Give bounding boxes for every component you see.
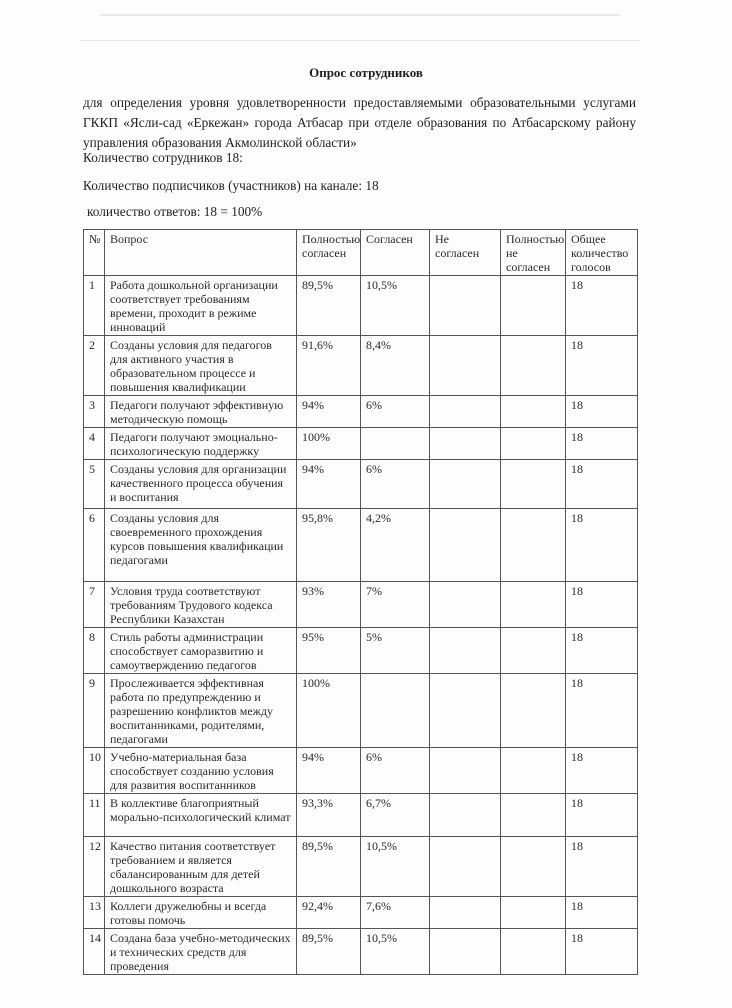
cell-total-votes: 18: [566, 460, 638, 509]
cell-total-votes: 18: [566, 582, 638, 628]
cell-fully-agree: 95,8%: [297, 509, 361, 582]
cell-question: Созданы условия для организации качественного процесса обучения и воспитания: [105, 460, 297, 509]
cell-fully-agree: 91,6%: [297, 336, 361, 396]
subscribers-count: Количество подписчиков (участников) на канале: 18: [83, 178, 379, 193]
cell-agree: 5%: [361, 628, 430, 674]
cell-disagree: [430, 794, 501, 837]
cell-fully-disagree: [501, 460, 566, 509]
table-row: [84, 582, 638, 628]
cell-fully-agree: 93,3%: [297, 794, 361, 837]
cell-question: Педагоги получают эффективную методическую помощь: [105, 396, 297, 428]
cell-agree: 8,4%: [361, 336, 430, 396]
cell-disagree: [430, 460, 501, 509]
cell-fully-disagree: [501, 582, 566, 628]
col-header-agree: Согласен: [361, 230, 430, 276]
cell-question: Созданы условия для педагогов для активного участия в образовательном процессе и повышения квалификации: [105, 336, 297, 396]
cell-disagree: [430, 428, 501, 460]
bleed-through-line: [100, 14, 620, 16]
cell-question: В коллективе благоприятный морально-психологический климат: [105, 794, 297, 837]
cell-fully-disagree: [501, 396, 566, 428]
cell-disagree: [430, 396, 501, 428]
survey-table: [83, 229, 638, 975]
cell-question: Стиль работы администрации способствует саморазвитию и самоутверждению педагогов: [105, 628, 297, 674]
cell-question: Условия труда соответствуют требованиям Трудового кодекса Республики Казахстан: [105, 582, 297, 628]
table-row: [84, 460, 638, 509]
cell-number: 1: [84, 276, 105, 336]
cell-total-votes: 18: [566, 748, 638, 794]
page-title: Опрос сотрудников: [309, 65, 423, 80]
table-row: [84, 674, 638, 748]
cell-question: Созданы условия для своевременного прохождения курсов повышения квалификации педагогами: [105, 509, 297, 582]
cell-question: Работа дошкольной организации соответствует требованиям времени, проходит в режиме инноваций: [105, 276, 297, 336]
cell-fully-disagree: [501, 628, 566, 674]
table-row: [84, 428, 638, 460]
cell-agree: 10,5%: [361, 276, 430, 336]
table-row: [84, 897, 638, 929]
table-row: [84, 837, 638, 897]
cell-total-votes: 18: [566, 396, 638, 428]
cell-fully-disagree: [501, 276, 566, 336]
cell-number: 7: [84, 582, 105, 628]
table-row: [84, 628, 638, 674]
cell-fully-agree: 100%: [297, 428, 361, 460]
table-row: [84, 396, 638, 428]
col-header-fully-disagree: Полностью не согласен: [501, 230, 566, 276]
cell-total-votes: 18: [566, 509, 638, 582]
cell-number: 10: [84, 748, 105, 794]
cell-disagree: [430, 628, 501, 674]
cell-fully-agree: 94%: [297, 460, 361, 509]
cell-number: 4: [84, 428, 105, 460]
cell-number: 9: [84, 674, 105, 748]
cell-number: 3: [84, 396, 105, 428]
cell-fully-disagree: [501, 674, 566, 748]
cell-agree: [361, 428, 430, 460]
cell-question: Качество питания соответствует требованием и является сбалансированным для детей дошкольного возраста: [105, 837, 297, 897]
col-header-disagree: Не согласен: [430, 230, 501, 276]
cell-disagree: [430, 897, 501, 929]
cell-fully-agree: 89,5%: [297, 929, 361, 975]
cell-fully-disagree: [501, 336, 566, 396]
table-row: [84, 748, 638, 794]
bleed-through-line: [80, 40, 640, 41]
cell-agree: 6,7%: [361, 794, 430, 837]
cell-total-votes: 18: [566, 929, 638, 975]
col-header-total-votes: Общее количество голосов: [566, 230, 638, 276]
cell-agree: [361, 674, 430, 748]
cell-question: Коллеги дружелюбны и всегда готовы помочь: [105, 897, 297, 929]
table-row: [84, 276, 638, 336]
cell-disagree: [430, 582, 501, 628]
cell-agree: 6%: [361, 396, 430, 428]
col-header-fully-agree: Полностью согласен: [297, 230, 361, 276]
cell-total-votes: 18: [566, 628, 638, 674]
cell-fully-agree: 89,5%: [297, 837, 361, 897]
cell-agree: 10,5%: [361, 837, 430, 897]
cell-disagree: [430, 336, 501, 396]
cell-number: 8: [84, 628, 105, 674]
cell-disagree: [430, 276, 501, 336]
cell-fully-disagree: [501, 837, 566, 897]
cell-fully-disagree: [501, 929, 566, 975]
cell-fully-disagree: [501, 897, 566, 929]
cell-question: Создана база учебно-методических и технических средств для проведения: [105, 929, 297, 975]
cell-fully-agree: 89,5%: [297, 276, 361, 336]
cell-question: Учебно-материальная база способствует созданию условия для развития воспитанников: [105, 748, 297, 794]
table-row: [84, 929, 638, 975]
cell-number: 2: [84, 336, 105, 396]
cell-fully-disagree: [501, 428, 566, 460]
cell-total-votes: 18: [566, 674, 638, 748]
cell-fully-agree: 92,4%: [297, 897, 361, 929]
cell-total-votes: 18: [566, 837, 638, 897]
cell-total-votes: 18: [566, 336, 638, 396]
cell-fully-disagree: [501, 509, 566, 582]
cell-total-votes: 18: [566, 428, 638, 460]
table-row: [84, 509, 638, 582]
cell-disagree: [430, 674, 501, 748]
cell-question: Педагоги получают эмоциально-психологическую поддержку: [105, 428, 297, 460]
cell-number: 12: [84, 837, 105, 897]
table-header-row: [84, 230, 638, 276]
cell-agree: 7%: [361, 582, 430, 628]
cell-agree: 4,2%: [361, 509, 430, 582]
cell-fully-agree: 94%: [297, 748, 361, 794]
cell-fully-agree: 94%: [297, 396, 361, 428]
cell-agree: 6%: [361, 748, 430, 794]
cell-agree: 7,6%: [361, 897, 430, 929]
table-row: [84, 336, 638, 396]
cell-number: 14: [84, 929, 105, 975]
employees-count: Количество сотрудников 18:: [83, 150, 243, 165]
cell-number: 13: [84, 897, 105, 929]
answers-count: количество ответов: 18 = 100%: [87, 204, 263, 219]
col-header-question: Вопрос: [105, 230, 297, 276]
cell-disagree: [430, 837, 501, 897]
cell-fully-agree: 95%: [297, 628, 361, 674]
cell-fully-agree: 100%: [297, 674, 361, 748]
cell-agree: 10,5%: [361, 929, 430, 975]
cell-number: 11: [84, 794, 105, 837]
cell-disagree: [430, 929, 501, 975]
cell-agree: 6%: [361, 460, 430, 509]
cell-total-votes: 18: [566, 897, 638, 929]
table-row: [84, 794, 638, 837]
cell-number: 5: [84, 460, 105, 509]
cell-question: Прослеживается эффективная работа по предупреждению и разрешению конфликтов между воспитанниками, родителями, педагогами: [105, 674, 297, 748]
col-header-number: №: [84, 230, 105, 276]
cell-fully-disagree: [501, 748, 566, 794]
cell-total-votes: 18: [566, 276, 638, 336]
cell-total-votes: 18: [566, 794, 638, 837]
cell-fully-disagree: [501, 794, 566, 837]
survey-description: для определения уровня удовлетворенности предоставляемыми образовательными услугами ГККП «Ясли-сад «Еркежан» города Атбасар при отделе образования по Атбасарскому району управления образования Акмолинской области»: [83, 95, 636, 150]
cell-disagree: [430, 748, 501, 794]
cell-number: 6: [84, 509, 105, 582]
cell-fully-agree: 93%: [297, 582, 361, 628]
cell-disagree: [430, 509, 501, 582]
